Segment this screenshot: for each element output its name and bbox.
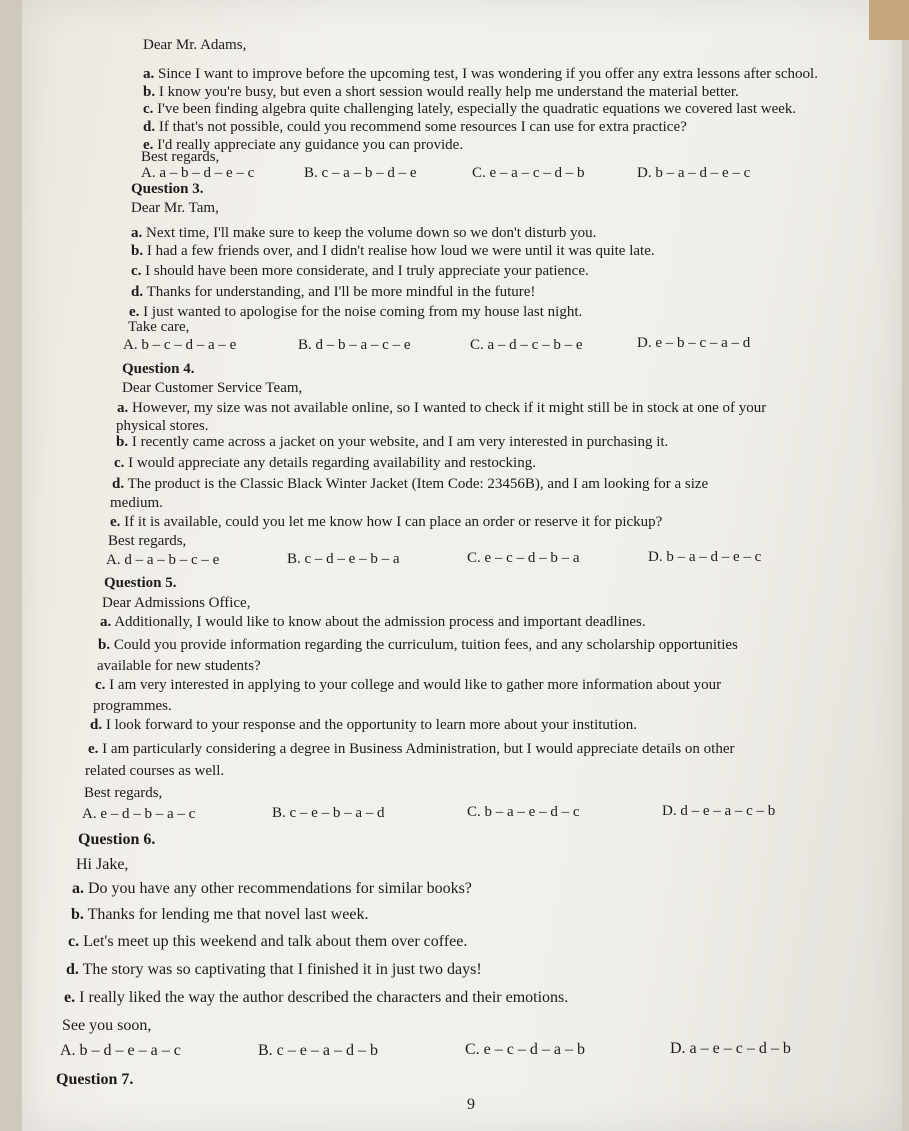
q2-sentence-b: b. I know you're busy, but even a short session would really help me understand the material better. — [143, 84, 739, 100]
q6-greeting: Hi Jake, — [76, 856, 129, 873]
q6-sentence-d-text: The story was so captivating that I finished it in just two days! — [82, 961, 482, 978]
q5-sentence-e-cont: related courses as well. — [85, 763, 225, 779]
q2-greeting: Dear Mr. Adams, — [143, 37, 247, 53]
q3-sentence-e-text: I just wanted to apologise for the noise coming from my house last night. — [143, 304, 583, 320]
q2-sentence-c: c. I've been finding algebra quite challenging lately, especially the quadratic equations we covered last week. — [143, 101, 797, 117]
q2-sentence-b-text: I know you're busy, but even a short session would really help me understand the material better. — [158, 84, 739, 100]
q6-option-c[interactable]: C. e – c – d – a – b — [465, 1041, 585, 1058]
q6-sentence-c-text: Let's meet up this weekend and talk about them over coffee. — [83, 933, 468, 950]
q2-sentence-d: d. If that's not possible, could you recommend some resources I can use for extra practice? — [143, 119, 687, 135]
q6-sentence-b-text: Thanks for lending me that novel last week. — [87, 906, 369, 923]
q4-sentence-b-text: I recently came across a jacket on your website, and I am very interested in purchasing it. — [131, 434, 669, 450]
q5-sentence-d: d. I look forward to your response and the opportunity to learn more about your institution. — [90, 717, 637, 733]
q3-sentence-c-text: I should have been more considerate, and I truly appreciate your patience. — [145, 263, 589, 279]
q2-sentence-e-text: I'd really appreciate any guidance you can provide. — [157, 137, 464, 153]
q4-greeting: Dear Customer Service Team, — [122, 380, 303, 396]
q6-option-a[interactable]: A. b – d – e – a – c — [60, 1042, 181, 1059]
q3-greeting: Dear Mr. Tam, — [131, 200, 219, 216]
q7-title: Question 7. — [56, 1071, 134, 1088]
q6-option-b[interactable]: B. c – e – a – d – b — [258, 1042, 378, 1059]
q4-title: Question 4. — [122, 361, 195, 377]
q2-sentence-e: e. I'd really appreciate any guidance you can provide. — [143, 137, 464, 153]
q3-sentence-c: c. I should have been more considerate, and I truly appreciate your patience. — [131, 263, 589, 279]
q4-sentence-e-text: If it is available, could you let me know how I can place an order or reserve it for pickup? — [124, 514, 663, 530]
q3-sentence-d-text: Thanks for understanding, and I'll be more mindful in the future! — [146, 284, 536, 300]
q2-option-d[interactable]: D. b – a – d – e – c — [637, 165, 751, 181]
q4-sentence-d-text: The product is the Classic Black Winter Jacket (Item Code: 23456B), and I am looking for a size — [127, 476, 709, 492]
q4-option-d[interactable]: D. b – a – d – e – c — [648, 549, 762, 565]
q5-sentence-c-cont: programmes. — [93, 698, 172, 714]
q6-sentence-c: c. Let's meet up this weekend and talk about them over coffee. — [68, 933, 468, 950]
q4-closing: Best regards, — [108, 533, 187, 549]
q3-option-c[interactable]: C. a – d – c – b – e — [470, 337, 583, 353]
q6-sentence-d: d. The story was so captivating that I finished it in just two days! — [66, 961, 482, 978]
q5-sentence-d-text: I look forward to your response and the opportunity to learn more about your institution. — [105, 717, 637, 733]
q6-sentence-e-text: I really liked the way the author described the characters and their emotions. — [79, 989, 569, 1006]
q6-option-d[interactable]: D. a – e – c – d – b — [670, 1040, 791, 1057]
q6-title: Question 6. — [78, 831, 156, 848]
q3-title: Question 3. — [131, 181, 204, 197]
q5-title: Question 5. — [104, 575, 177, 591]
q4-sentence-a: a. However, my size was not available online, so I wanted to check if it might still be in stock at one of your — [117, 400, 767, 416]
q5-sentence-c-text: I am very interested in applying to your college and would like to gather more information about your — [109, 677, 722, 693]
q4-option-c[interactable]: C. e – c – d – b – a — [467, 550, 580, 566]
q3-option-a[interactable]: A. b – c – d – a – e — [123, 337, 237, 353]
q5-sentence-a: a. Additionally, I would like to know about the admission process and important deadlines. — [100, 614, 646, 630]
q4-sentence-d: d. The product is the Classic Black Winter Jacket (Item Code: 23456B), and I am looking for a size — [112, 476, 709, 492]
q6-sentence-e: e. I really liked the way the author described the characters and their emotions. — [64, 989, 569, 1006]
q2-option-c[interactable]: C. e – a – c – d – b — [472, 165, 585, 181]
q4-sentence-d-cont: medium. — [110, 495, 163, 511]
q2-sentence-a-text: Since I want to improve before the upcoming test, I was wondering if you offer any extra lessons after school. — [158, 66, 818, 82]
q6-closing: See you soon, — [62, 1017, 152, 1034]
q2-sentence-a: a. Since I want to improve before the upcoming test, I was wondering if you offer any extra lessons after school. — [143, 66, 818, 82]
q5-sentence-b: b. Could you provide information regarding the curriculum, tuition fees, and any scholarship opportunities — [98, 637, 738, 653]
q6-sentence-a-text: Do you have any other recommendations for similar books? — [88, 880, 472, 897]
q2-option-b[interactable]: B. c – a – b – d – e — [304, 165, 417, 181]
q4-option-b[interactable]: B. c – d – e – b – a — [287, 551, 400, 567]
q3-option-b[interactable]: B. d – b – a – c – e — [298, 337, 411, 353]
q4-sentence-e: e. If it is available, could you let me know how I can place an order or reserve it for pickup? — [110, 514, 663, 530]
q3-option-d[interactable]: D. e – b – c – a – d — [637, 335, 751, 351]
q4-sentence-c-text: I would appreciate any details regarding availability and restocking. — [128, 455, 536, 471]
q5-option-d[interactable]: D. d – e – a – c – b — [662, 803, 776, 819]
q4-sentence-c: c. I would appreciate any details regarding availability and restocking. — [114, 455, 536, 471]
q5-sentence-a-text: Additionally, I would like to know about the admission process and important deadlines. — [114, 614, 646, 630]
q5-option-b[interactable]: B. c – e – b – a – d — [272, 805, 385, 821]
q5-sentence-e-text: I am particularly considering a degree in Business Administration, but I would appreciate details on other — [102, 741, 735, 757]
q5-option-c[interactable]: C. b – a – e – d – c — [467, 804, 580, 820]
q4-sentence-b: b. I recently came across a jacket on your website, and I am very interested in purchasing it. — [116, 434, 669, 450]
q3-closing: Take care, — [128, 319, 190, 335]
q4-option-a[interactable]: A. d – a – b – c – e — [106, 552, 220, 568]
q2-closing: Best regards, — [141, 149, 220, 165]
q3-sentence-b: b. I had a few friends over, and I didn't realise how loud we were until it was quite late. — [131, 243, 655, 259]
q3-sentence-d: d. Thanks for understanding, and I'll be more mindful in the future! — [131, 284, 536, 300]
q3-sentence-a: a. Next time, I'll make sure to keep the volume down so we don't disturb you. — [131, 225, 597, 241]
q5-closing: Best regards, — [84, 785, 163, 801]
q5-sentence-c: c. I am very interested in applying to your college and would like to gather more information about your — [95, 677, 722, 693]
q2-sentence-d-text: If that's not possible, could you recommend some resources I can use for extra practice? — [158, 119, 687, 135]
q2-option-a[interactable]: A. a – b – d – e – c — [141, 165, 255, 181]
q3-sentence-b-text: I had a few friends over, and I didn't realise how loud we were until it was quite late. — [146, 243, 655, 259]
q5-sentence-b-text: Could you provide information regarding the curriculum, tuition fees, and any scholarship opportunities — [113, 637, 738, 653]
q6-sentence-a: a. Do you have any other recommendations for similar books? — [72, 880, 472, 897]
q5-sentence-b-cont: available for new students? — [97, 658, 261, 674]
q5-greeting: Dear Admissions Office, — [102, 595, 251, 611]
q5-sentence-e: e. I am particularly considering a degree in Business Administration, but I would appreciate details on other — [88, 741, 735, 757]
q4-sentence-a-cont: physical stores. — [116, 418, 209, 434]
q3-sentence-a-text: Next time, I'll make sure to keep the volume down so we don't disturb you. — [146, 225, 597, 241]
q5-option-a[interactable]: A. e – d – b – a – c — [82, 806, 196, 822]
page-number: 9 — [467, 1096, 475, 1113]
q2-sentence-c-text: I've been finding algebra quite challenging lately, especially the quadratic equations we covered last week. — [157, 101, 797, 117]
q4-sentence-a-text: However, my size was not available online, so I wanted to check if it might still be in stock at one of your — [132, 400, 767, 416]
q6-sentence-b: b. Thanks for lending me that novel last week. — [71, 906, 369, 923]
q3-sentence-e: e. I just wanted to apologise for the noise coming from my house last night. — [129, 304, 583, 320]
